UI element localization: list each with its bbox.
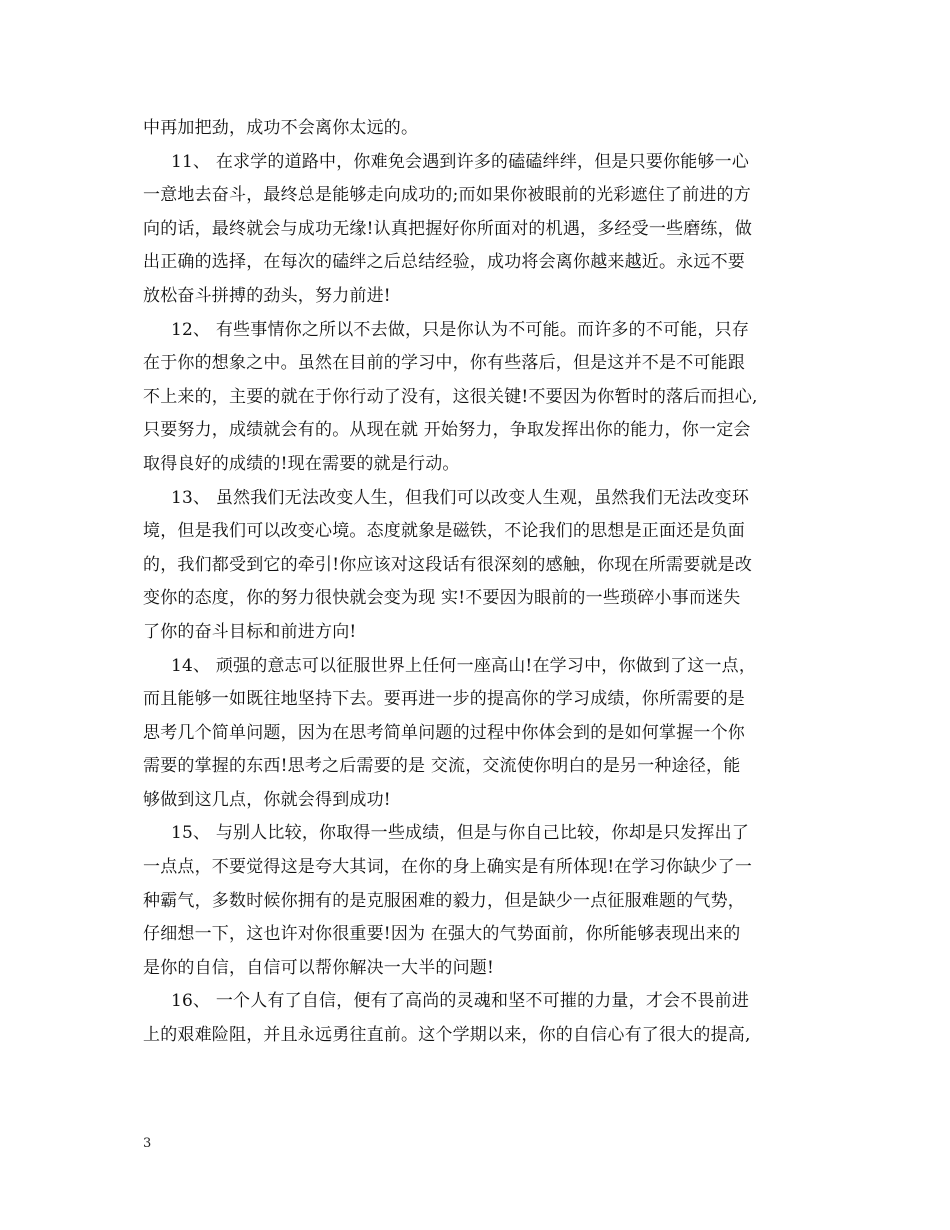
text-line: 取得良好的成绩的!现在需要的就是行动。: [143, 453, 460, 474]
text-line: 变你的态度，你的努力很快就会变为现 实!不要因为眼前的一些琐碎小事而迷失: [143, 588, 741, 609]
text-line: 一意地去奋斗，最终总是能够走向成功的;而如果你被眼前的光彩遮住了前进的方: [143, 185, 751, 206]
text-line: 思考几个简单问题，因为在思考简单问题的过程中你体会到的是如何掌握一个你: [143, 722, 745, 743]
page-number: 3: [143, 1136, 152, 1151]
text-line: 是你的自信，自信可以帮你解决一大半的问题!: [143, 957, 495, 978]
text-line: 需要的掌握的东西!思考之后需要的是 交流，交流使你明白的是另一种途径，能: [143, 756, 741, 777]
text-line: 种霸气，多数时候你拥有的是克服困难的毅力，但是缺少一点征服难题的气势，: [143, 890, 745, 911]
text-line: 放松奋斗拼搏的劲头，努力前进!: [143, 285, 391, 306]
text-line: 在于你的想象之中。虽然在目前的学习中，你有些落后，但是这并不是不可能跟: [143, 353, 745, 374]
text-line: 上的艰难险阻，并且永远勇往直前。这个学期以来，你的自信心有了很大的提高,: [143, 1025, 751, 1046]
text-line: 境，但是我们可以改变心境。态度就象是磁铁，不论我们的思想是正面还是负面: [143, 521, 745, 542]
text-line: 11、 在求学的道路中，你难免会遇到许多的磕磕绊绊，但是只要你能够一心: [171, 151, 750, 172]
text-line: 15、 与别人比较，你取得一些成绩，但是与你自己比较，你却是只发挥出了: [171, 823, 750, 844]
text-line: 16、 一个人有了自信，便有了高尚的灵魂和坚不可摧的力量，才会不畏前进: [171, 991, 750, 1012]
text-line: 的，我们都受到它的牵引!你应该对这段话有很深刻的感触，你现在所需要就是改: [143, 554, 753, 575]
text-line: 了你的奋斗目标和前进方向!: [143, 621, 357, 642]
body-text: [143, 112, 823, 1053]
text-line: 仔细想一下，这也许对你很重要!因为 在强大的气势面前，你所能够表现出来的: [143, 924, 741, 945]
text-line: 中再加把劲，成功不会离你太远的。: [143, 118, 419, 138]
text-line: 出正确的选择，在每次的磕绊之后总结经验，成功将会离你越来越近。永远不要: [143, 252, 745, 273]
text-line: 一点点，不要觉得这是夸大其词，在你的身上确实是有所体现!在学习你缺少了一: [143, 857, 753, 878]
text-line: 不上来的，主要的就在于你行动了没有，这很关键!不要因为你暂时的落后而担心,: [143, 386, 758, 407]
text-line: 14、 顽强的意志可以征服世界上任何一座高山!在学习中，你做到了这一点，: [171, 655, 757, 676]
text-line: 而且能够一如既往地坚持下去。要再进一步的提高你的学习成绩，你所需要的是: [143, 689, 745, 710]
text-line: 13、 虽然我们无法改变人生，但我们可以改变人生观，虽然我们无法改变环: [171, 487, 750, 508]
text-line: 只要努力，成绩就会有的。从现在就 开始努力，争取发挥出你的能力，你一定会: [143, 420, 751, 441]
text-line: 12、 有些事情你之所以不去做，只是你认为不可能。而许多的不可能，只存: [171, 319, 750, 340]
text-line: 向的话，最终就会与成功无缘!认真把握好你所面对的机遇，多经受一些磨练，做: [143, 218, 753, 239]
text-line: 够做到这几点，你就会得到成功!: [143, 789, 391, 810]
